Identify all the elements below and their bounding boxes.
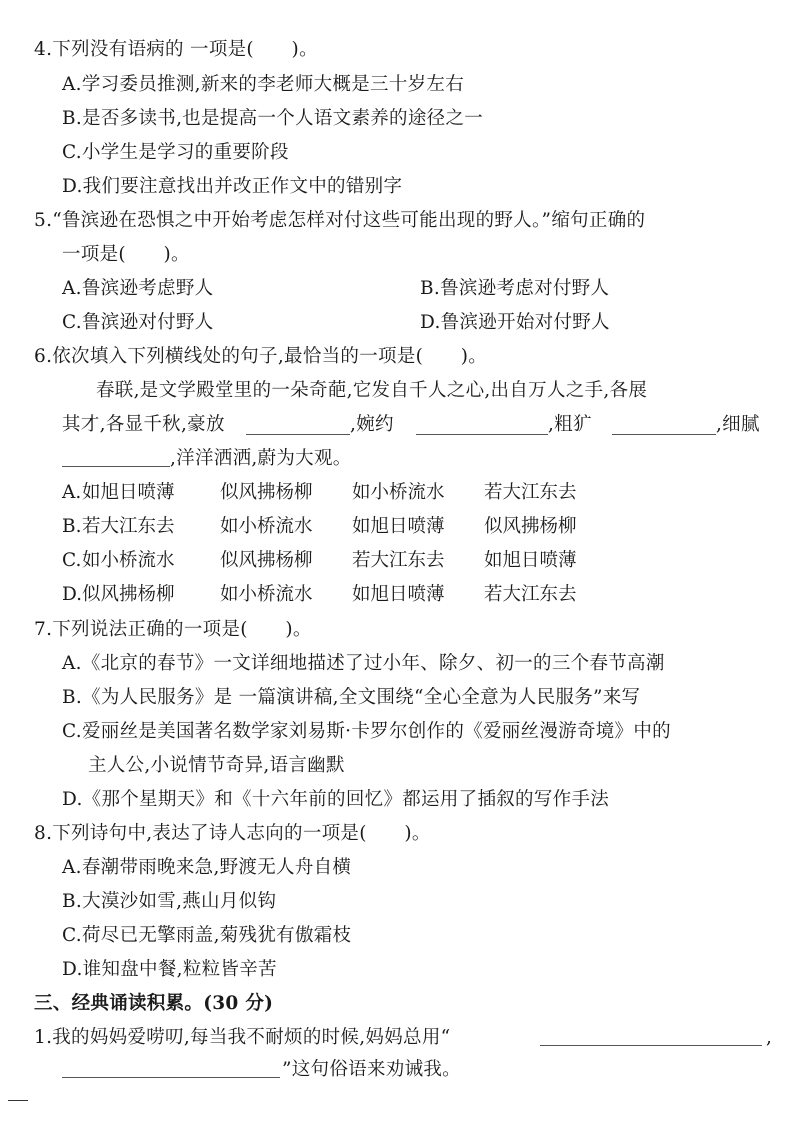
q7-option-a: A.《北京的春节》一文详细地描述了过小年、除夕、初一的三个春节高潮 (62, 653, 665, 674)
q6-passage-line2a: 其才,各显千秋,豪放 (62, 414, 225, 435)
s3q1-line2: ”这句俗语来劝诫我。 (282, 1059, 461, 1080)
q8-option-d: D.谁知盘中餐,粒粒皆辛苦 (62, 959, 277, 980)
q6-option-label: C. (62, 550, 82, 571)
q6-passage-line2b: ,婉约 (350, 414, 394, 435)
q8-option-a: A.春潮带雨晚来急,野渡无人舟自横 (62, 857, 352, 878)
q8-option-b: B.大漠沙如雪,燕山月似钩 (62, 891, 277, 912)
s3q1-line1: 1.我的妈妈爱唠叨,每当我不耐烦的时候,妈妈总用“ (34, 1027, 451, 1048)
q6-option-item: 如小桥流水 (352, 482, 445, 503)
q6-option-item: 若大江东去 (82, 516, 175, 537)
q7-option-c-line2: 主人公,小说情节奇异,语言幽默 (88, 755, 345, 776)
q4-option-d: D.我们要注意找出并改正作文中的错别字 (62, 176, 403, 197)
q6-option-item: 似风拂杨柳 (484, 516, 577, 537)
q5-option-c: C.鲁滨逊对付野人 (62, 312, 214, 333)
q6-option-item: 如旭日喷薄 (352, 516, 445, 537)
q6-blank-1[interactable] (246, 434, 350, 435)
q5-option-a: A.鲁滨逊考虑野人 (62, 278, 214, 299)
q6-option-item: 似风拂杨柳 (82, 584, 175, 605)
q7-option-d: D.《那个星期天》和《十六年前的回忆》都运用了插叙的写作手法 (62, 789, 610, 810)
q6-option-label: A. (62, 482, 82, 503)
q7-option-b: B.《为人民服务》是 一篇演讲稿,全文围绕“全心全意为人民服务”来写 (62, 687, 641, 708)
q6-option-item: 似风拂杨柳 (220, 550, 313, 571)
q6-option-item: 似风拂杨柳 (220, 482, 313, 503)
q6-option-item: 若大江东去 (352, 550, 445, 571)
q4-option-c: C.小学生是学习的重要阶段 (62, 142, 289, 163)
q6-option-item: 若大江东去 (484, 482, 577, 503)
q6-passage-line2d: ,细腻 (716, 414, 760, 435)
q8-stem: 8.下列诗句中,表达了诗人志向的一项是( )。 (34, 823, 431, 844)
q5-stem-line2: 一项是( )。 (62, 244, 190, 265)
q5-stem-line1: 5.“鲁滨逊在恐惧之中开始考虑怎样对付这些可能出现的野人。”缩句正确的 (34, 210, 646, 231)
q4-stem: 4.下列没有语病的 一项是( )。 (34, 39, 318, 60)
s3q1-blank-1[interactable] (540, 1045, 762, 1046)
q6-blank-4[interactable] (62, 466, 170, 467)
q5-option-b: B.鲁滨逊考虑对付野人 (420, 278, 610, 299)
q6-option-item: 若大江东去 (484, 584, 577, 605)
q5-option-d: D.鲁滨逊开始对付野人 (420, 312, 610, 333)
s3q1-blank-2[interactable] (62, 1077, 280, 1078)
page-edge-mark (8, 1100, 28, 1101)
q6-option-item: 如小桥流水 (220, 584, 313, 605)
q6-option-item: 如旭日喷薄 (82, 482, 175, 503)
q6-option-item: 如旭日喷薄 (484, 550, 577, 571)
q6-option-item: 如旭日喷薄 (352, 584, 445, 605)
q6-option-label: D. (62, 584, 83, 605)
q6-passage-line1: 春联,是文学殿堂里的一朵奇葩,它发自千人之心,出自万人之手,各展 (96, 380, 648, 401)
q7-option-c-line1: C.爱丽丝是美国著名数学家刘易斯·卡罗尔创作的《爱丽丝漫游奇境》中的 (62, 721, 671, 742)
q4-option-b: B.是否多读书,也是提高一个人语文素养的途径之一 (62, 108, 484, 129)
q6-blank-2[interactable] (416, 434, 548, 435)
q7-stem: 7.下列说法正确的一项是( )。 (34, 619, 312, 640)
q6-passage-line3: ,洋洋洒洒,蔚为大观。 (170, 448, 352, 469)
q6-passage-line2c: ,粗犷 (548, 414, 592, 435)
q6-option-item: 如小桥流水 (82, 550, 175, 571)
q4-option-a: A.学习委员推测,新来的李老师大概是三十岁左右 (62, 74, 465, 95)
q6-stem: 6.依次填入下列横线处的句子,最恰当的一项是( )。 (34, 346, 488, 367)
q6-blank-3[interactable] (612, 434, 716, 435)
s3q1-comma: , (766, 1027, 773, 1048)
q6-option-item: 如小桥流水 (220, 516, 313, 537)
q8-option-c: C.荷尽已无擎雨盖,菊残犹有傲霜枝 (62, 925, 352, 946)
q6-option-label: B. (62, 516, 82, 537)
section3-title: 三、经典诵读积累。(30 分) (34, 993, 274, 1014)
